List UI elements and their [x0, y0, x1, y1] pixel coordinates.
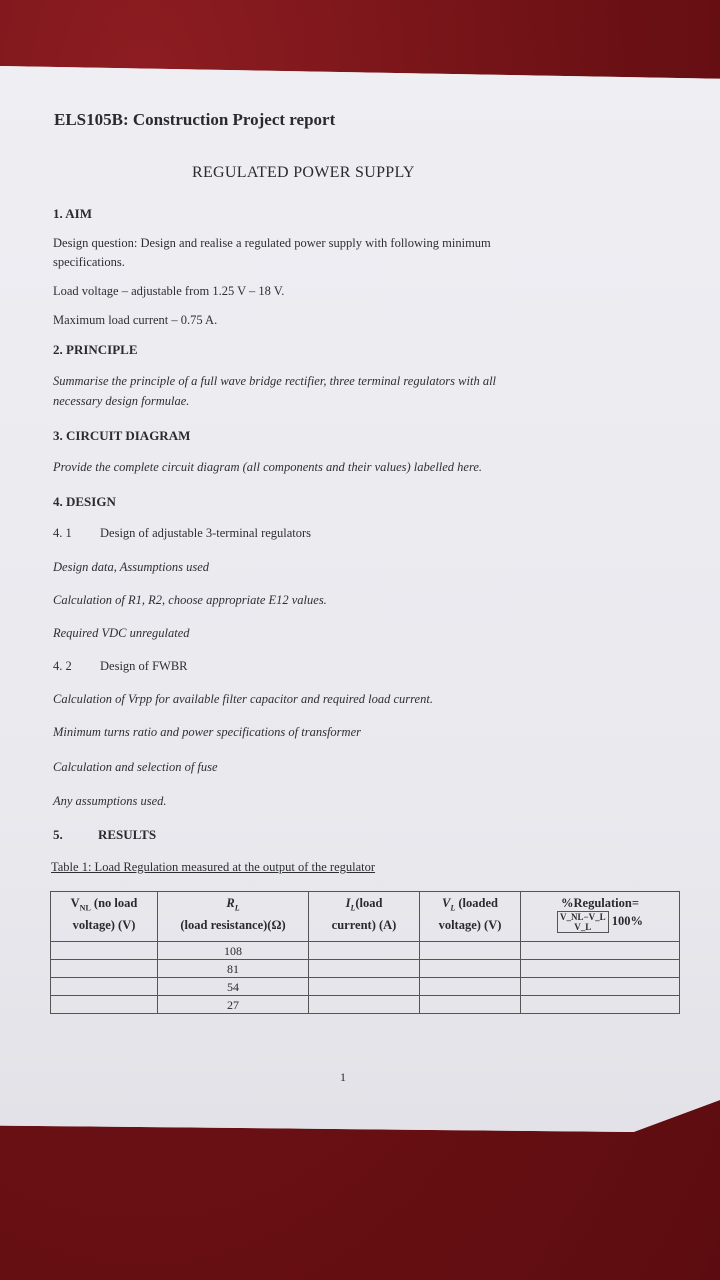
section-circuit-heading: 3. CIRCUIT DIAGRAM: [53, 428, 191, 443]
design-sub2-number: 4. 2: [53, 659, 72, 673]
rl-value-cell: 108: [158, 942, 309, 960]
document-title: REGULATED POWER SUPPLY: [192, 164, 415, 181]
max-current-spec: Maximum load current – 0.75 A.: [53, 313, 218, 327]
table-row: [51, 978, 680, 996]
design-sub2-title: Design of FWBR: [100, 659, 188, 673]
section-aim-heading: 1. AIM: [53, 206, 92, 221]
table-row: [51, 996, 680, 1014]
design-sub2-item: Calculation of Vrpp for available filter capacitor and required load current.: [53, 692, 433, 706]
rl-value-cell: 54: [158, 978, 309, 996]
principle-line2: necessary design formulae.: [53, 394, 190, 408]
header-il: $I_L(load$ current) (A): [309, 892, 420, 942]
rl-value-cell: 81: [158, 960, 309, 978]
load-regulation-table: [50, 891, 680, 1014]
design-sub2-item: Minimum turns ratio and power specifications of transformer: [53, 725, 361, 739]
table-row: [51, 942, 680, 960]
table-header-row: [51, 892, 680, 942]
header-rl: $R_L$ (load resistance)(Ω): [158, 892, 309, 942]
design-sub1-item: Required VDC unregulated: [53, 626, 190, 640]
principle-line1: Summarise the principle of a full wave bridge rectifier, three terminal regulators with all: [53, 374, 497, 388]
section-results-heading: RESULTS: [98, 827, 157, 842]
section-design-heading: 4. DESIGN: [53, 494, 116, 509]
course-title: ELS105B: Construction Project report: [54, 110, 336, 129]
design-sub2-item: Calculation and selection of fuse: [53, 760, 218, 774]
design-sub2-item: Any assumptions used.: [53, 794, 167, 808]
design-sub1-number: 4. 1: [53, 526, 72, 540]
design-sub1-item: Design data, Assumptions used: [53, 560, 210, 574]
rl-value-cell: 27: [158, 996, 309, 1014]
design-question-line1: Design question: Design and realise a regulated power supply with following minimum: [53, 236, 491, 250]
load-voltage-spec: Load voltage – adjustable from 1.25 V – 18 V.: [53, 284, 285, 298]
design-sub1-item: Calculation of R1, R2, choose appropriate E12 values.: [53, 593, 327, 607]
header-regulation: %Regulation= V_NL−V_L V_L 100%: [521, 892, 680, 942]
regulation-fraction: V_NL−V_L V_L: [557, 911, 609, 933]
header-vnl: $V_{NL}$ (no load voltage) (V): [51, 892, 158, 942]
page-number: 1: [340, 1070, 346, 1084]
design-question-line2: specifications.: [53, 255, 125, 269]
header-vl: $V_L$ (loaded voltage) (V): [420, 892, 521, 942]
circuit-instruction: Provide the complete circuit diagram (all components and their values) labelled here.: [53, 460, 483, 474]
section-results-number: 5.: [53, 827, 63, 842]
table-caption: Table 1: Load Regulation measured at the output of the regulator: [51, 860, 376, 874]
section-principle-heading: 2. PRINCIPLE: [53, 342, 138, 357]
design-sub1-title: Design of adjustable 3-terminal regulators: [100, 526, 312, 540]
table-row: [51, 960, 680, 978]
